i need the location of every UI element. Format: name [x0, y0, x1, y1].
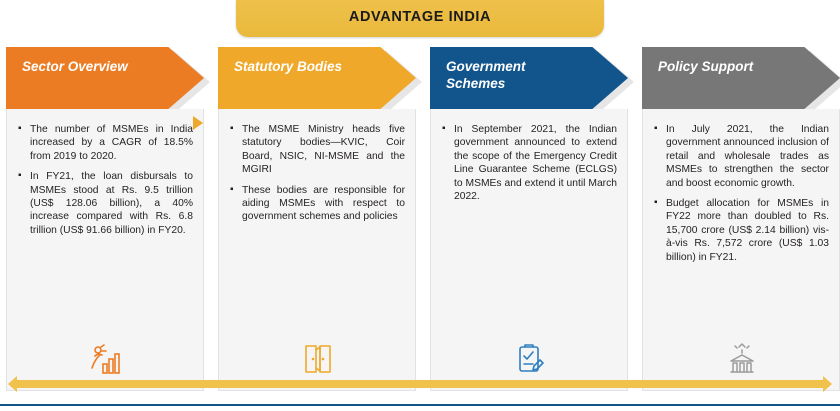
column-sector-overview	[6, 47, 204, 391]
panel-statutory-bodies	[218, 109, 416, 391]
arrow-bar	[16, 380, 824, 388]
bullet-list	[643, 109, 839, 264]
header-label: Statutory Bodies	[234, 59, 343, 74]
header-government-schemes	[430, 47, 628, 109]
bullet-list	[219, 109, 415, 224]
panel-sector-overview	[6, 109, 204, 391]
header-sector-overview	[6, 47, 204, 109]
header-arrow-shape	[218, 47, 416, 109]
header-label: Government Schemes	[446, 59, 526, 91]
bullet-list	[431, 109, 627, 203]
bottom-arrow-bar	[8, 376, 832, 392]
bullet-list	[7, 109, 203, 237]
title-banner	[236, 0, 604, 37]
list-item: ▪ These bodies are responsible for aiding MSMEs with respect to government schemes and policies	[229, 184, 405, 224]
header-arrow-shape	[6, 47, 204, 109]
list-item: ▪ Budget allocation for MSMEs in FY22 more than doubled to Rs. 15,700 crore (US$ 2.14 billion) vis-à-vis Rs. 7,572 crore (US$ 1.03 billion) in FY21.	[653, 197, 829, 264]
page-title: ADVANTAGE INDIA	[348, 9, 492, 25]
list-item: ▪ In July 2021, the Indian government announced inclusion of retail and wholesale trades as MSMEs to strengthen the sector and boost economic growth.	[653, 123, 829, 190]
footer-divider	[0, 404, 840, 406]
header-label: Policy Support	[658, 59, 754, 74]
panel-policy-support	[642, 109, 840, 391]
header-policy-support	[642, 47, 840, 109]
header-label: Sector Overview	[22, 59, 128, 74]
header-statutory-bodies	[218, 47, 416, 109]
header-arrow-shape	[642, 47, 840, 109]
list-item: ▪ In September 2021, the Indian government announced to extend the scope of the Emergency Credit Line Guarantee Scheme (ECLGS) to MSMEs and extend it until March 2022.	[441, 123, 617, 203]
panel-government-schemes	[430, 109, 628, 391]
list-item: ▪ The MSME Ministry heads five statutory bodies—KVIC, Coir Board, NSIC, NI-MSME and the MGIRI	[229, 123, 405, 177]
column-statutory-bodies	[218, 47, 416, 391]
list-item: ▪ In FY21, the loan disbursals to MSMEs stood at Rs. 9.5 trillion (US$ 128.06 billion), a 40% increase compared with Rs. 6.8 trillion (US$ 91.66 billion) in FY20.	[17, 170, 193, 237]
list-item: ▪ The number of MSMEs in India increased by a CAGR of 18.5% from 2019 to 2020.	[17, 123, 193, 163]
arrow-connector-icon	[193, 116, 203, 130]
column-government-schemes	[430, 47, 628, 391]
column-policy-support	[642, 47, 840, 391]
arrow-right-tip-icon	[823, 376, 832, 392]
